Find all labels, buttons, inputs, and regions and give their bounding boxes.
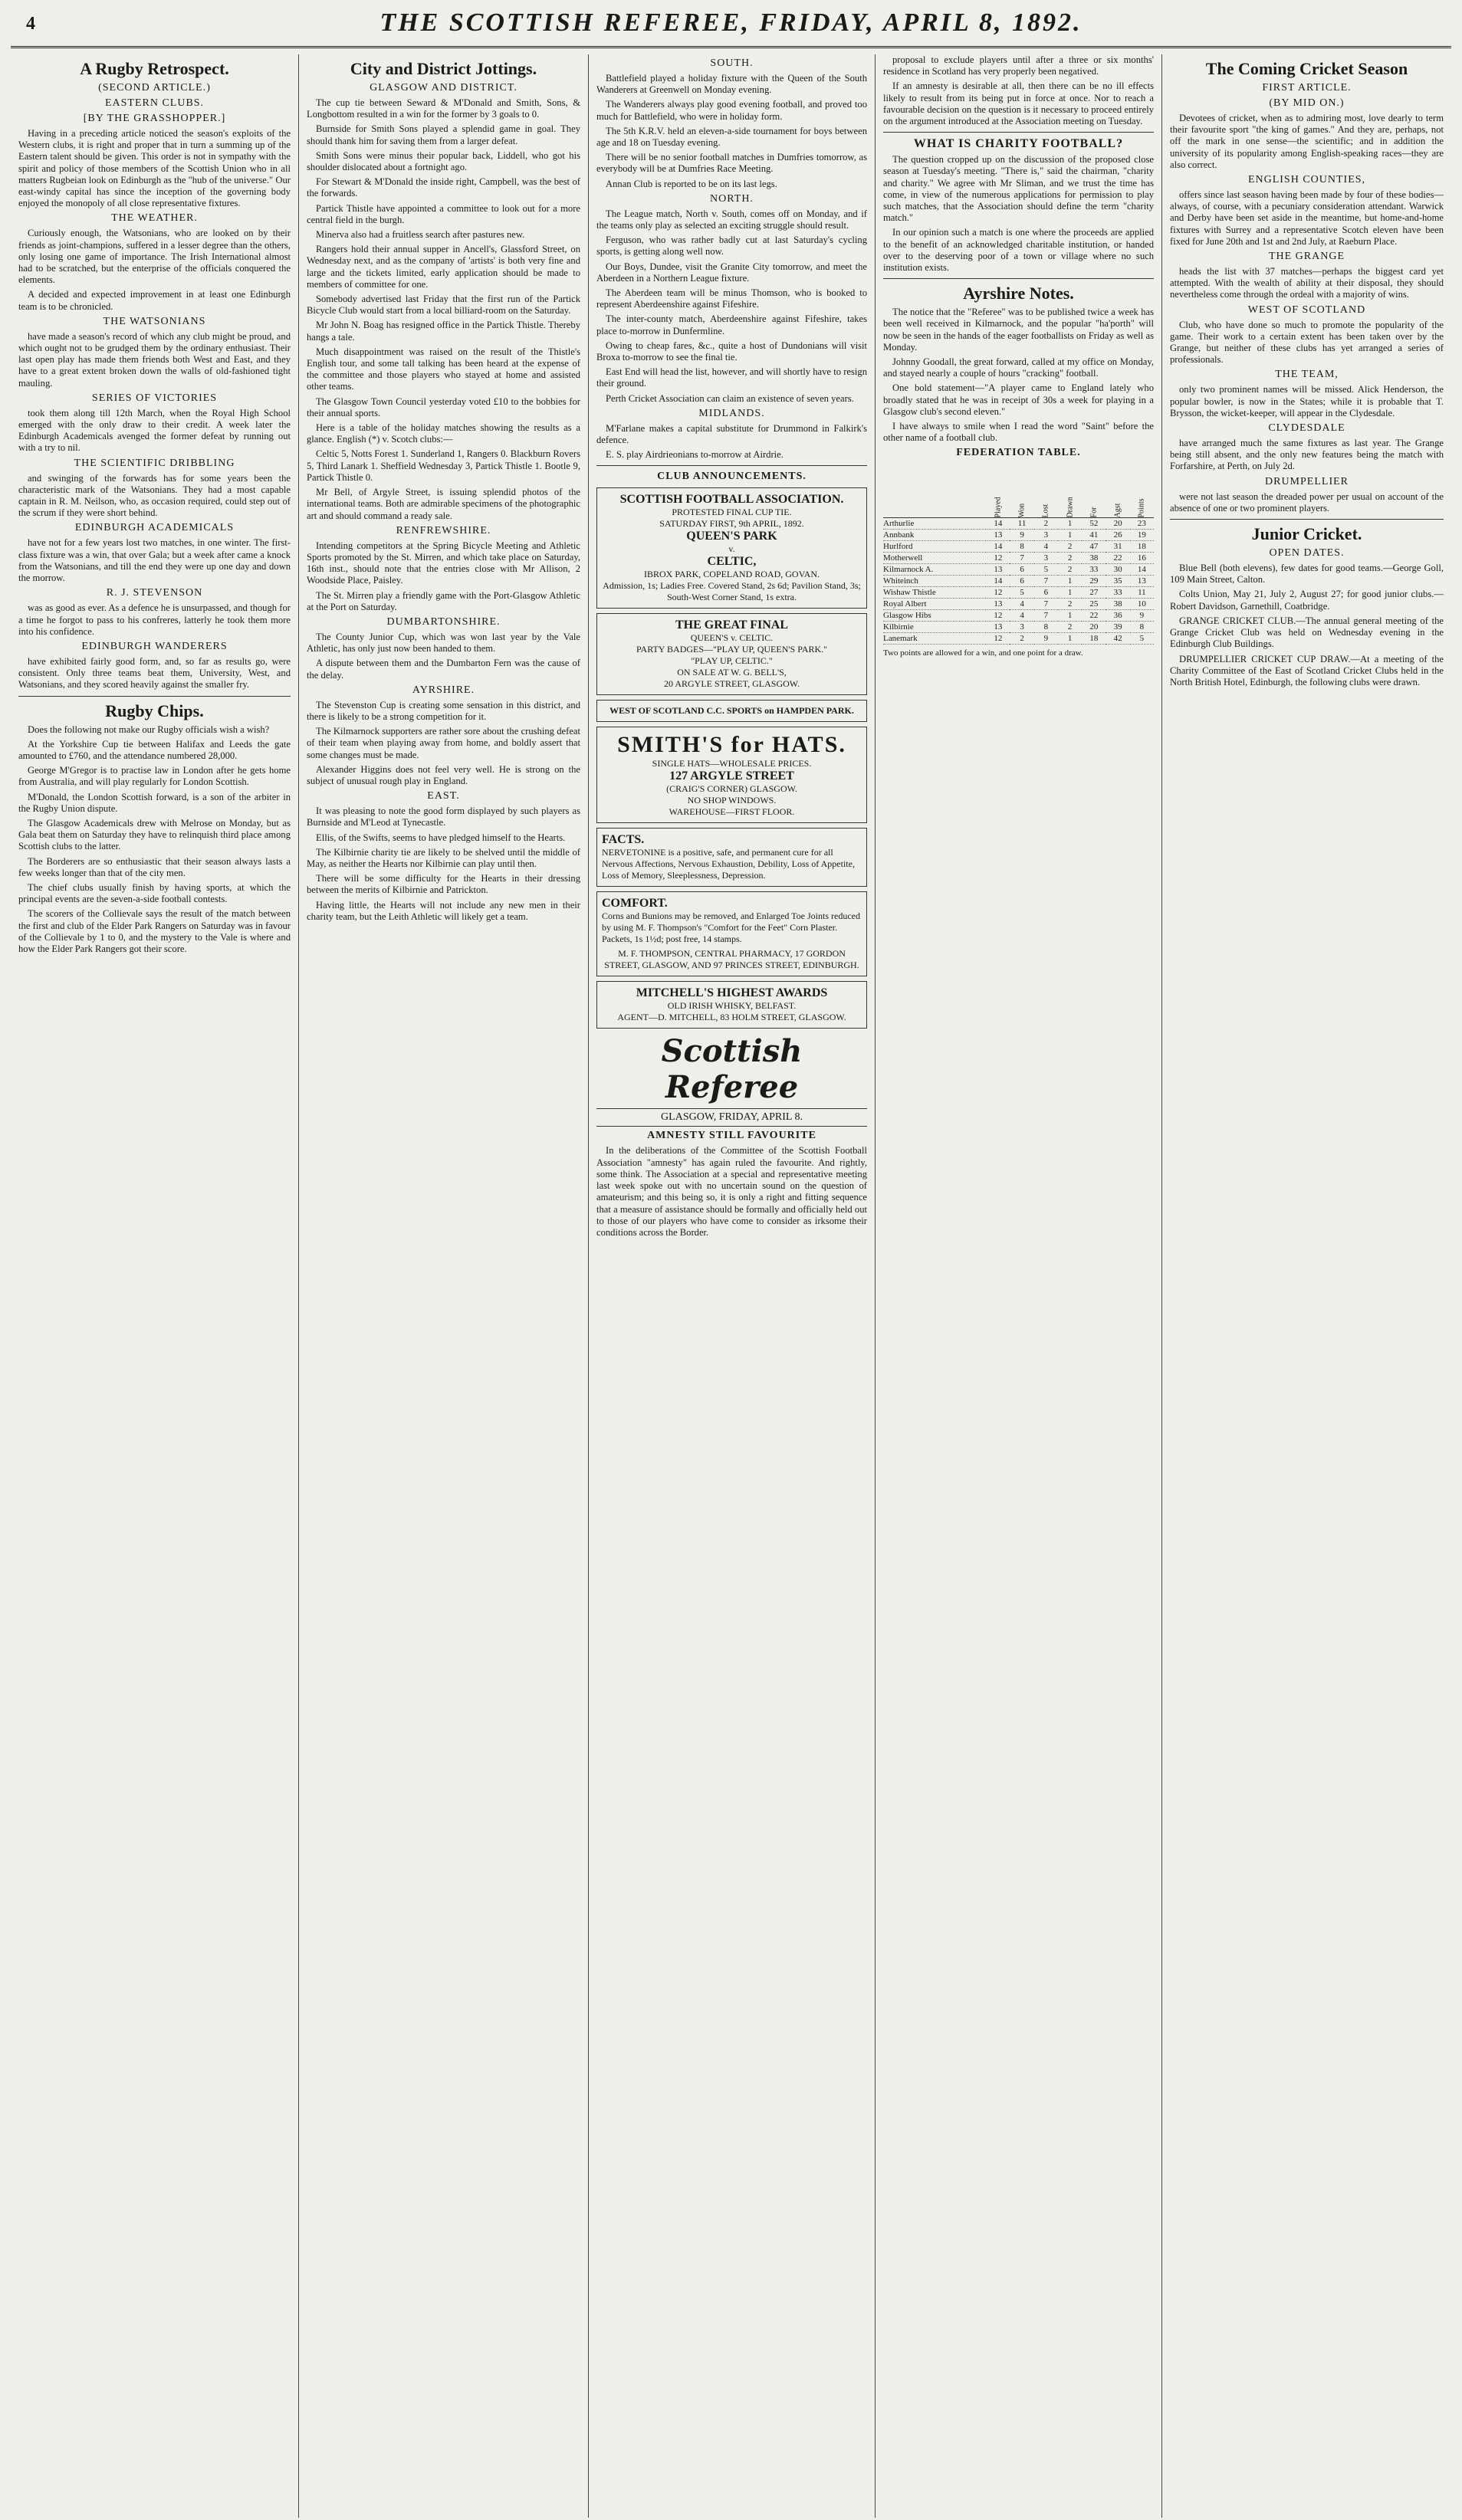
column-3 (589, 54, 876, 2518)
advertisement-mitchells (596, 981, 867, 1029)
paragraph: The chief clubs usually finish by having sports, at which the principal events are the seven-a-side football contests. (18, 881, 291, 905)
byline: (BY MID ON.) (1269, 97, 1345, 109)
table-row (883, 518, 1154, 530)
table-cell-club: Kilmarnock A. (883, 564, 986, 576)
divider (883, 278, 1154, 279)
table-cell: 9 (1034, 633, 1058, 645)
paragraph: One bold statement—"A player came to England lately who broadly stated that he was in receipt of 30s a week for playing in a Glasgow club's second eleven." (883, 382, 1154, 417)
paragraph: There will be some difficulty for the Hearts in their dressing between the merits of Kilbirnie and Patrickton. (307, 873, 580, 896)
ad-line: AGENT—D. MITCHELL, 83 HOLM STREET, GLASGOW. (617, 1012, 846, 1023)
paragraph: The notice that the "Referee" was to be published twice a week has been well received in Kilmarnock, and the popular "ha'porth" will now be seen in the hands of the eager footballists on Friday as well as Monday. (883, 307, 1154, 353)
table-cell: 8 (1130, 622, 1154, 633)
paragraph: Here is a table of the holiday matches showing the results as a glance. English (*) v. Scotch clubs:— (307, 422, 580, 445)
table-cell: 1 (1058, 633, 1082, 645)
table-row (883, 564, 1154, 576)
table-cell: 5 (1130, 633, 1154, 645)
ad-title: WEST OF SCOTLAND C.C. SPORTS on HAMPDEN PARK. (609, 705, 854, 717)
paragraph: Devotees of cricket, when as to admiring most, love dearly to term their favourite sport "the king of games." And they are, perhaps, not off the mark in one sense—the scientific; and in addition the university of its popularity among English-speaking races—they are also correct. (1170, 113, 1444, 170)
table-cell: 2 (1058, 599, 1082, 610)
table-cell: 26 (1106, 530, 1129, 541)
paragraph: The Aberdeen team will be minus Thomson, who is booked to represent Aberdeenshire against Fifeshire. (596, 287, 867, 310)
advertisement-smiths-hats (596, 727, 867, 823)
table-cell: 13 (986, 530, 1010, 541)
table-cell: 3 (1034, 553, 1058, 564)
ad-line: SATURDAY FIRST, 9th APRIL, 1892. (659, 518, 804, 530)
ad-body: Corns and Bunions may be removed, and Enlarged Toe Joints reduced by using M. F. Thompson's "Comfort for the Feet" Corn Plaster. Packets, 1s 1½d; post free, 14 stamps. (602, 911, 860, 945)
paragraph: The Borderers are so enthusiastic that their season always lasts a few weeks longer than that of the city men. (18, 855, 291, 878)
article-heading: Rugby Chips. (105, 701, 204, 720)
masthead (11, 0, 1451, 48)
table-cell: 11 (1010, 518, 1033, 530)
table-cell: 8 (1034, 622, 1058, 633)
table-cell: 14 (986, 576, 1010, 587)
subheading: THE WEATHER. (111, 212, 198, 225)
ad-line: WAREHOUSE—FIRST FLOOR. (669, 806, 795, 818)
table-cell: 38 (1082, 553, 1106, 564)
table-cell: 47 (1082, 541, 1106, 553)
subheading: ENGLISH COUNTIES, (1247, 174, 1366, 186)
table-cell: 25 (1082, 599, 1106, 610)
table-row (883, 622, 1154, 633)
table-header-cell: Played (986, 462, 1010, 518)
table-cell: 11 (1130, 587, 1154, 599)
table-cell: 18 (1082, 633, 1106, 645)
divider (883, 132, 1154, 133)
paragraph: A dispute between them and the Dumbarton Fern was the cause of the delay. (307, 658, 580, 681)
paragraph: The Glasgow Academicals drew with Melrose on Monday, but as Gala beat them on Saturday they have to relinquish third place among Scottish clubs to the latter. (18, 817, 291, 852)
table-cell: 6 (1010, 564, 1033, 576)
paragraph: The Stevenston Cup is creating some sensation in this district, and there is likely to be a strong competition for it. (307, 699, 580, 722)
section-heading: MIDLANDS. (698, 407, 765, 419)
ad-line: 20 ARGYLE STREET, GLASGOW. (664, 678, 800, 690)
paragraph: Does the following not make our Rugby officials wish a wish? (28, 724, 270, 735)
subheading: SERIES OF VICTORIES (91, 392, 218, 404)
article-subhead: OPEN DATES. (1269, 547, 1345, 559)
table-cell: 7 (1010, 553, 1033, 564)
column-4 (876, 54, 1162, 2518)
advertisement-west-sports (596, 700, 867, 722)
table-header-cell: For (1082, 462, 1106, 518)
ad-line: (CRAIG'S CORNER) GLASGOW. (666, 783, 797, 795)
paragraph: Our Boys, Dundee, visit the Granite City tomorrow, and meet the Aberdeen in a Northern League fixture. (596, 261, 867, 284)
column-5 (1162, 54, 1451, 2518)
column-1 (11, 54, 299, 2518)
paragraph: Ellis, of the Swifts, seems to have pledged himself to the Hearts. (316, 832, 566, 843)
table-row (883, 610, 1154, 622)
paragraph: heads the list with 37 matches—perhaps the biggest card yet attempted. With the wealth of ability at their disposal, they should nevertheless come through the ordeal with a majority of wins. (1170, 266, 1444, 300)
paragraph: proposal to exclude players until after a three or six months' residence in Scotland has very properly been negatived. (883, 54, 1154, 77)
table-cell-club: Glasgow Hibs (883, 610, 986, 622)
table-body (883, 518, 1154, 645)
paragraph: Minerva also had a fruitless search after pastures new. (316, 229, 525, 241)
paragraph: The County Junior Cup, which was won last year by the Vale Athletic, has only just now been handed to them. (307, 631, 580, 655)
paragraph: Celtic 5, Notts Forest 1. Sunderland 1, Rangers 0. Blackburn Rovers 5, Third Lanark 1. Sheffield Wednesday 3, Partick Thistle 1. Bootle 9, Partick Thistle 0. (307, 448, 580, 483)
ad-line: PARTY BADGES—"PLAY UP, QUEEN'S PARK." (636, 644, 828, 655)
table-cell: 13 (986, 622, 1010, 633)
table-cell: 7 (1034, 599, 1058, 610)
table-cell: 12 (986, 587, 1010, 599)
ad-title: THE GREAT FINAL (675, 619, 788, 632)
table-cell: 2 (1058, 553, 1082, 564)
table-row (883, 587, 1154, 599)
table-row (883, 576, 1154, 587)
advertisement-sfa (596, 487, 867, 609)
paragraph: The 5th K.R.V. held an eleven-a-side tournament for boys between age and 18 on Tuesday evening. (596, 125, 867, 149)
scottish-referee-logo: Scottish Referee (661, 1033, 803, 1106)
paragraph: At the Yorkshire Cup tie between Halifax and Leeds the gate amounted to £760, and the attendance numbered 28,000. (18, 738, 291, 761)
byline: [BY THE GRASSHOPPER.] (83, 113, 226, 124)
table-cell: 20 (1106, 518, 1129, 530)
table-cell: 2 (1058, 564, 1082, 576)
table-cell-club: Arthurlie (883, 518, 986, 530)
ad-title: SMITH'S for HATS. (617, 732, 846, 758)
table-cell: 1 (1058, 576, 1082, 587)
table-cell: 2 (1010, 633, 1033, 645)
columns (11, 54, 1451, 2518)
article-heading: The Coming Cricket Season (1205, 59, 1408, 78)
subheading: THE GRANGE (1268, 251, 1345, 263)
table-cell: 4 (1034, 541, 1058, 553)
table-cell: 9 (1130, 610, 1154, 622)
paragraph: George M'Gregor is to practise law in London after he gets home from Australia, and will play regularly for London Scottish. (18, 765, 291, 788)
article-heading: Ayrshire Notes. (963, 284, 1074, 304)
article-heading: City and District Jottings. (350, 59, 537, 78)
paragraph: Burnside for Smith Sons played a splendid game in goal. They should thank him for saving them from a larger defeat. (307, 123, 580, 146)
table-cell: 2 (1034, 518, 1058, 530)
paragraph: Ferguson, who was rather badly cut at last Saturday's cycling sports, is getting along well now. (596, 235, 867, 258)
paragraph: East End will head the list, however, and will shortly have to resign their ground. (596, 366, 867, 389)
ad-line: QUEEN'S v. CELTIC. (690, 632, 774, 644)
table-row (883, 541, 1154, 553)
article-heading: Junior Cricket. (1251, 524, 1362, 544)
paragraph: A decided and expected improvement in at least one Edinburgh team is to be chronicled. (18, 289, 291, 312)
subheading: DRUMPELLIER (1265, 475, 1349, 487)
table-cell: 12 (986, 610, 1010, 622)
divider (596, 465, 867, 466)
paragraph: only two prominent names will be missed. Alick Henderson, the popular bowler, is now in the States; while it is probable that T. Brysson, the wicket-keeper, will appear in the Clydesdale. (1170, 384, 1444, 418)
table-cell-club: Lanemark (883, 633, 986, 645)
paragraph: Partick Thistle have appointed a committee to look out for a more central field in the burgh. (307, 202, 580, 225)
table-header-cell: Drawn (1058, 462, 1082, 518)
table-header-cell: Won (1010, 462, 1033, 518)
advertisement-great-final (596, 613, 867, 695)
paragraph: Alexander Higgins does not feel very well. He is strong on the subject of unusual rough play in England. (307, 763, 580, 786)
table-row (883, 633, 1154, 645)
paragraph: and swinging of the forwards has for some years been the characteristic mark of the Watsonians. They had a most capable captain in R. M. Neilson, who, as occasion required, could step out of the scrum if they were short behind. (18, 472, 291, 519)
paragraph: M'Donald, the London Scottish forward, is a son of the arbiter in the Rugby Union dispute. (18, 791, 291, 814)
ad-line: QUEEN'S PARK (686, 530, 777, 543)
paragraph: Club, who have done so much to promote the popularity of the game. Their work to a certain extent has been taken over by the Grange, but neither of these clubs has yet arranged a series of professionals. (1170, 319, 1444, 366)
ad-line: ON SALE AT W. G. BELL'S, (677, 667, 787, 678)
table-cell: 18 (1130, 541, 1154, 553)
table-cell: 20 (1082, 622, 1106, 633)
table-cell: 30 (1106, 564, 1129, 576)
paragraph: were not last season the dreaded power per usual on account of the absence of one or two prominent players. (1170, 491, 1444, 514)
table-cell: 9 (1010, 530, 1033, 541)
table-cell: 5 (1010, 587, 1033, 599)
table-cell-club: Royal Albert (883, 599, 986, 610)
table-header-cell: Lost (1034, 462, 1058, 518)
paragraph: There will be no senior football matches in Dumfries tomorrow, as everybody will be at Dumfries Race Meeting. (596, 152, 867, 175)
table-row (883, 553, 1154, 564)
ad-line: M. F. THOMPSON, CENTRAL PHARMACY, 17 GORDON STREET, GLASGOW, AND 97 PRINCES STREET, EDINBURGH. (604, 948, 859, 971)
table-header-cell: Agst (1106, 462, 1129, 518)
ad-title: FACTS. (602, 833, 645, 847)
table-cell: 22 (1082, 610, 1106, 622)
paragraph: Having in a preceding article noticed the season's exploits of the Western clubs, it is right and proper that in turn a summing up of the Eastern talent should be given. This order is not in sympathy with the spirit and policy of those members of the Scottish Union who in all matters Rugbeian look on Edinburgh as the "hub of the universe." Our east-windy capital has since the inception of the governing body enjoyed the monopoly of all close representative fixtures. (18, 128, 291, 209)
table-cell: 1 (1058, 518, 1082, 530)
table-cell-club: Motherwell (883, 553, 986, 564)
subheading: R. J. STEVENSON (106, 587, 203, 599)
subheading: WEST OF SCOTLAND (1247, 304, 1366, 316)
paragraph: Battlefield played a holiday fixture with the Queen of the South Wanderers at Greenwell on Monday evening. (596, 73, 867, 96)
club-announcements-heading: CLUB ANNOUNCEMENTS. (657, 471, 807, 483)
table-cell: 5 (1034, 564, 1058, 576)
subheading: THE SCIENTIFIC DRIBBLING (74, 457, 235, 469)
leader-heading: AMNESTY STILL FAVOURITE (647, 1130, 816, 1142)
table-note: Two points are allowed for a win, and one point for a draw. (883, 648, 1083, 658)
table-cell: 33 (1082, 564, 1106, 576)
table-cell: 33 (1106, 587, 1129, 599)
paragraph: Perth Cricket Association can claim an existence of seven years. (606, 392, 854, 404)
ad-title: COMFORT. (602, 897, 668, 911)
newspaper-title: THE SCOTTISH REFEREE, FRIDAY, APRIL 8, 1892. (379, 8, 1083, 37)
table-cell: 13 (986, 564, 1010, 576)
table-cell: 14 (1130, 564, 1154, 576)
table-cell: 16 (1130, 553, 1154, 564)
article-subhead: (SECOND ARTICLE.) (98, 82, 211, 94)
paragraph: E. S. play Airdrieonians to-morrow at Airdrie. (606, 449, 784, 461)
ad-line: SINGLE HATS—WHOLESALE PRICES. (652, 758, 812, 769)
paragraph: have made a season's record of which any club might be proud, and which ought not to be grudged them by the ordinary enthusiast. Their last open play has made them friends both West and East, and they have to a great extent broken down the walls of old-fashioned tight mauling. (18, 330, 291, 389)
paragraph: The question cropped up on the discussion of the proposed close season at Tuesday's meeting. "There is," said the chairman, "charity and charity." We agree with Mr Sliman, and we trust the time has come, in view of the numerous applications for permission to play such matches, that the Association should define the term "charity match." (883, 154, 1154, 224)
table-header-club (883, 462, 986, 518)
paragraph: Johnny Goodall, the great forward, called at my office on Monday, and stayed nearly a couple of hours "cracking" football. (883, 356, 1154, 379)
paragraph: The Glasgow Town Council yesterday voted £10 to the bobbies for their annual sports. (307, 395, 580, 418)
paragraph: took them along till 12th March, when the Royal High School emerged with the only draw to their credit. A week later the Edinburgh Academicals avenged the former defeat by running out with a try to nil. (18, 407, 291, 454)
column-2 (299, 54, 589, 2518)
table-cell: 7 (1034, 576, 1058, 587)
ad-line: 127 ARGYLE STREET (669, 769, 794, 783)
ad-line: PROTESTED FINAL CUP TIE. (672, 507, 792, 518)
table-cell: 13 (1130, 576, 1154, 587)
paragraph: If an amnesty is desirable at all, then there can be no ill effects likely to result from its being put in force at once. Nor to reach a favourable decision on the question is it necessary to proceed entirely on the argument introduced at the Association meeting on Tuesday. (883, 80, 1154, 127)
paragraph: was as good as ever. As a defence he is unsurpassed, and though for a time he forgot to pass to his confreres, latterly he took them more into his confidence. (18, 602, 291, 637)
section-heading: SOUTH. (710, 57, 754, 69)
table-cell: 7 (1034, 610, 1058, 622)
table-cell: 6 (1034, 587, 1058, 599)
paragraph: DRUMPELLIER CRICKET CUP DRAW.—At a meeting of the Charity Committee of the East of Scotland Cricket Clubs held in the North British Hotel, Edinburgh, the following clubs were drawn. (1170, 653, 1444, 687)
paragraph: I have always to smile when I read the word "Saint" before the other name of a football club. (883, 421, 1154, 444)
subheading: EDINBURGH WANDERERS (81, 640, 228, 652)
paragraph: Intending competitors at the Spring Bicycle Meeting and Athletic Sports promoted by the St. Mirren, and which take place on Saturday, 16th inst., should note that the entries close with Mr Allison, 2 Woodside Place, Paisley. (307, 540, 580, 586)
table-cell: 35 (1106, 576, 1129, 587)
table-cell: 29 (1082, 576, 1106, 587)
paragraph: The cup tie between Seward & M'Donald and Smith, Sons, & Longbottom resulted in a win for the former by 3 goals to 0. (307, 97, 580, 120)
paragraph: It was pleasing to note the good form displayed by such players as Burnside and M'Leod at Tynecastle. (307, 806, 580, 829)
ad-line: IBROX PARK, COPELAND ROAD, GOVAN. (643, 569, 820, 580)
table-cell: 38 (1106, 599, 1129, 610)
article-heading: WHAT IS CHARITY FOOTBALL? (913, 137, 1124, 151)
table-cell: 14 (986, 541, 1010, 553)
section-heading: RENFREWSHIRE. (396, 524, 491, 536)
paragraph: The Kilmarnock supporters are rather sore about the crushing defeat of their team when playing away from home, and boldly assert that some changes must be made. (307, 726, 580, 760)
table-cell-club: Hurlford (883, 541, 986, 553)
table-cell: 2 (1058, 541, 1082, 553)
table-cell: 39 (1106, 622, 1129, 633)
table-cell-club: Whiteinch (883, 576, 986, 587)
table-cell: 13 (986, 599, 1010, 610)
section-heading: NORTH. (710, 192, 754, 205)
paragraph: Owing to cheap fares, &c., quite a host of Dundonians will visit Broxa to-morrow to see the final tie. (596, 340, 867, 363)
paragraph: Smith Sons were minus their popular back, Liddell, who got his shoulder dislocated about a fortnight ago. (307, 149, 580, 173)
table-cell: 12 (986, 633, 1010, 645)
paragraph: Somebody advertised last Friday that the first run of the Partick Bicycle Club would start from a local billiard-room on the Saturday. (307, 294, 580, 317)
ad-title: MITCHELL'S HIGHEST AWARDS (636, 986, 828, 1000)
paragraph: The League match, North v. South, comes off on Monday, and if the teams only play as selected an exciting struggle should result. (596, 208, 867, 231)
paragraph: In our opinion such a match is one where the proceeds are applied to the benefit of an acknowledged charitable institution, or handed over to the deserving poor of a town or village where no such institution exists. (883, 227, 1154, 274)
ad-title: SCOTTISH FOOTBALL ASSOCIATION. (619, 493, 844, 507)
table-cell: 10 (1130, 599, 1154, 610)
paragraph: GRANGE CRICKET CLUB.—The annual general meeting of the Grange Cricket Club was held on Wednesday evening in the Edinburgh Club Buildings. (1170, 615, 1444, 650)
table-cell: 4 (1010, 599, 1033, 610)
ad-line: "PLAY UP, CELTIC." (691, 655, 773, 667)
table-cell: 22 (1106, 553, 1129, 564)
paragraph: have arranged much the same fixtures as last year. The Grange being still absent, and the only new features being the match with Forfarshire, at Perth, on July 2d. (1170, 438, 1444, 472)
table-cell: 6 (1010, 576, 1033, 587)
table-cell: 8 (1010, 541, 1033, 553)
divider (1170, 519, 1444, 520)
paragraph: Much disappointment was raised on the result of the Thistle's English tour, and some tall talking has been heard at the expense of the committee and those players who stayed at home and assisted other teams. (307, 346, 580, 392)
ad-line: v. (728, 543, 735, 555)
paragraph: Rangers hold their annual supper in Ancell's, Glassford Street, on Wednesday next, and as the company of 'artists' is both very fine and large and the tickets limited, early application should be made to members of committee for one. (307, 244, 580, 290)
section-heading: EAST. (427, 790, 460, 802)
section-heading: EASTERN CLUBS. (104, 97, 205, 109)
table-cell-club: Kilbirnie (883, 622, 986, 633)
table-cell: 31 (1106, 541, 1129, 553)
advertisement-facts (596, 828, 867, 887)
ad-line: NO SHOP WINDOWS. (687, 795, 777, 806)
table-cell: 27 (1082, 587, 1106, 599)
paragraph: The scorers of the Collievale says the result of the match between the first and club of the Elder Park Rangers on Saturday was in favour of the Collievale by 1 to 0, and the mystery to the Vale is where and how the Elder Park Rangers got their score. (18, 908, 291, 954)
paragraph: For Stewart & M'Donald the inside right, Campbell, was the best of the forwards. (307, 176, 580, 199)
table-header-row (883, 462, 1154, 518)
table-cell: 41 (1082, 530, 1106, 541)
table-header-cell: Points (1130, 462, 1154, 518)
table-cell: 52 (1082, 518, 1106, 530)
paragraph: Blue Bell (both elevens), few dates for good teams.—George Goll, 109 Main Street, Calton. (1170, 563, 1444, 586)
paragraph: Curiously enough, the Watsonians, who are looked on by their friends as joint-champions, suffered in a lesser degree than the others, only losing one game of importance. The Irish International almost had to be scratched, but the enterprise of the officials conquered the elements. (18, 228, 291, 286)
table-cell: 2 (1058, 622, 1082, 633)
page-number: 4 (26, 14, 35, 34)
paragraph: have not for a few years lost two matches, in one winter. The first-class fixture was a win, that over Gala; but a week after came a knock from the Watsonians, and till the end they were up one day and down the morrow. (18, 537, 291, 584)
ad-line: OLD IRISH WHISKY, BELFAST. (667, 1000, 797, 1012)
subheading: THE WATSONIANS (103, 315, 206, 327)
ad-line: Admission, 1s; Ladies Free. Covered Stand, 2s 6d; Pavilion Stand, 3s; South-West Corner Stand, 1s extra. (603, 580, 861, 603)
paragraph: Mr Bell, of Argyle Street, is issuing splendid photos of the international teams. Both are admirable specimens of the photographic art and should command a ready sale. (307, 487, 580, 521)
ad-line: CELTIC, (707, 555, 757, 569)
paragraph: The St. Mirren play a friendly game with the Port-Glasgow Athletic at the Port on Saturday. (307, 589, 580, 612)
table-cell-club: Annbank (883, 530, 986, 541)
table-cell: 12 (986, 553, 1010, 564)
table-cell: 3 (1010, 622, 1033, 633)
subheading: EDINBURGH ACADEMICALS (74, 522, 235, 534)
table-cell: 1 (1058, 587, 1082, 599)
table-row (883, 530, 1154, 541)
paragraph: The inter-county match, Aberdeenshire against Fifeshire, takes place to-morrow in Dunfermline. (596, 313, 867, 336)
article-heading: A Rugby Retrospect. (80, 59, 229, 78)
table-cell: 3 (1034, 530, 1058, 541)
table-cell: 42 (1106, 633, 1129, 645)
advertisement-comfort (596, 891, 867, 976)
section-heading: DUMBARTONSHIRE. (386, 615, 501, 628)
section-heading: GLASGOW AND DISTRICT. (370, 82, 517, 94)
table-cell: 23 (1130, 518, 1154, 530)
paragraph: offers since last season having been made by four of these bodies—always, of course, with a pecuniary consideration attendant. Warwick and Derby have been set aside in the meantime, but home-and-home fixtures with Surrey and a representative Scotch eleven have been fixed for June 20th and 1st and 2nd July, at Raeburn Place. (1170, 189, 1444, 247)
table-cell: 36 (1106, 610, 1129, 622)
table-cell: 1 (1058, 530, 1082, 541)
table-cell: 19 (1130, 530, 1154, 541)
paragraph: Annan Club is reported to be on its last legs. (606, 178, 777, 189)
federation-table (883, 462, 1154, 645)
paragraph: The Wanderers always play good evening football, and proved too much for Battlefield, who were in holiday form. (596, 99, 867, 122)
subheading: THE TEAM, (1275, 369, 1339, 381)
table-title: FEDERATION TABLE. (956, 447, 1081, 459)
paragraph: Colts Union, May 21, July 2, August 27; for good junior clubs.—Robert Davidson, Garnethill, Coatbridge. (1170, 589, 1444, 612)
paragraph: The Kilbirnie charity tie are likely to be shelved until the middle of May, as neither the Hearts nor Kilbirnie can play until then. (307, 846, 580, 869)
paragraph: M'Farlane makes a capital substitute for Drummond in Falkirk's defence. (596, 422, 867, 446)
table-cell: 4 (1010, 610, 1033, 622)
table-cell: 1 (1058, 610, 1082, 622)
article-subhead: FIRST ARTICLE. (1262, 82, 1352, 94)
dateline: GLASGOW, FRIDAY, APRIL 8. (596, 1108, 867, 1127)
paragraph: Mr John N. Boag has resigned office in the Partick Thistle. Thereby hangs a tale. (307, 320, 580, 343)
section-heading: AYRSHIRE. (412, 684, 475, 696)
paragraph: In the deliberations of the Committee of the Scottish Football Association "amnesty" has again ruled the favourite. And rightly, some think. The Association at a special and representative meeting last week spoke out with no uncertain sound on the question of amateurism; and this being so, it is only a right and fitting sequence that a measure of assistance should be formally and officially held out to those of our players who have come to consider as irksome their conditions across the Border. (596, 1145, 867, 1238)
ad-body: NERVETONINE is a positive, safe, and permanent cure for all Nervous Affections, Nervous Exhaustion, Debility, Loss of Appetite, Loss of Memory, Sleeplessness, Depression. (602, 847, 855, 881)
table-row (883, 599, 1154, 610)
subheading: CLYDESDALE (1268, 422, 1345, 435)
paragraph: have exhibited fairly good form, and, so far as results go, were consistent. Only three teams beat them, University, West, and Watsonians, and they scored heavily against the smaller fry. (18, 655, 291, 691)
paragraph: Having little, the Hearts will not include any new men in their charity team, but the Leith Athletic will likely get a team. (307, 899, 580, 922)
table-cell-club: Wishaw Thistle (883, 587, 986, 599)
divider (18, 696, 291, 697)
table-cell: 14 (986, 518, 1010, 530)
